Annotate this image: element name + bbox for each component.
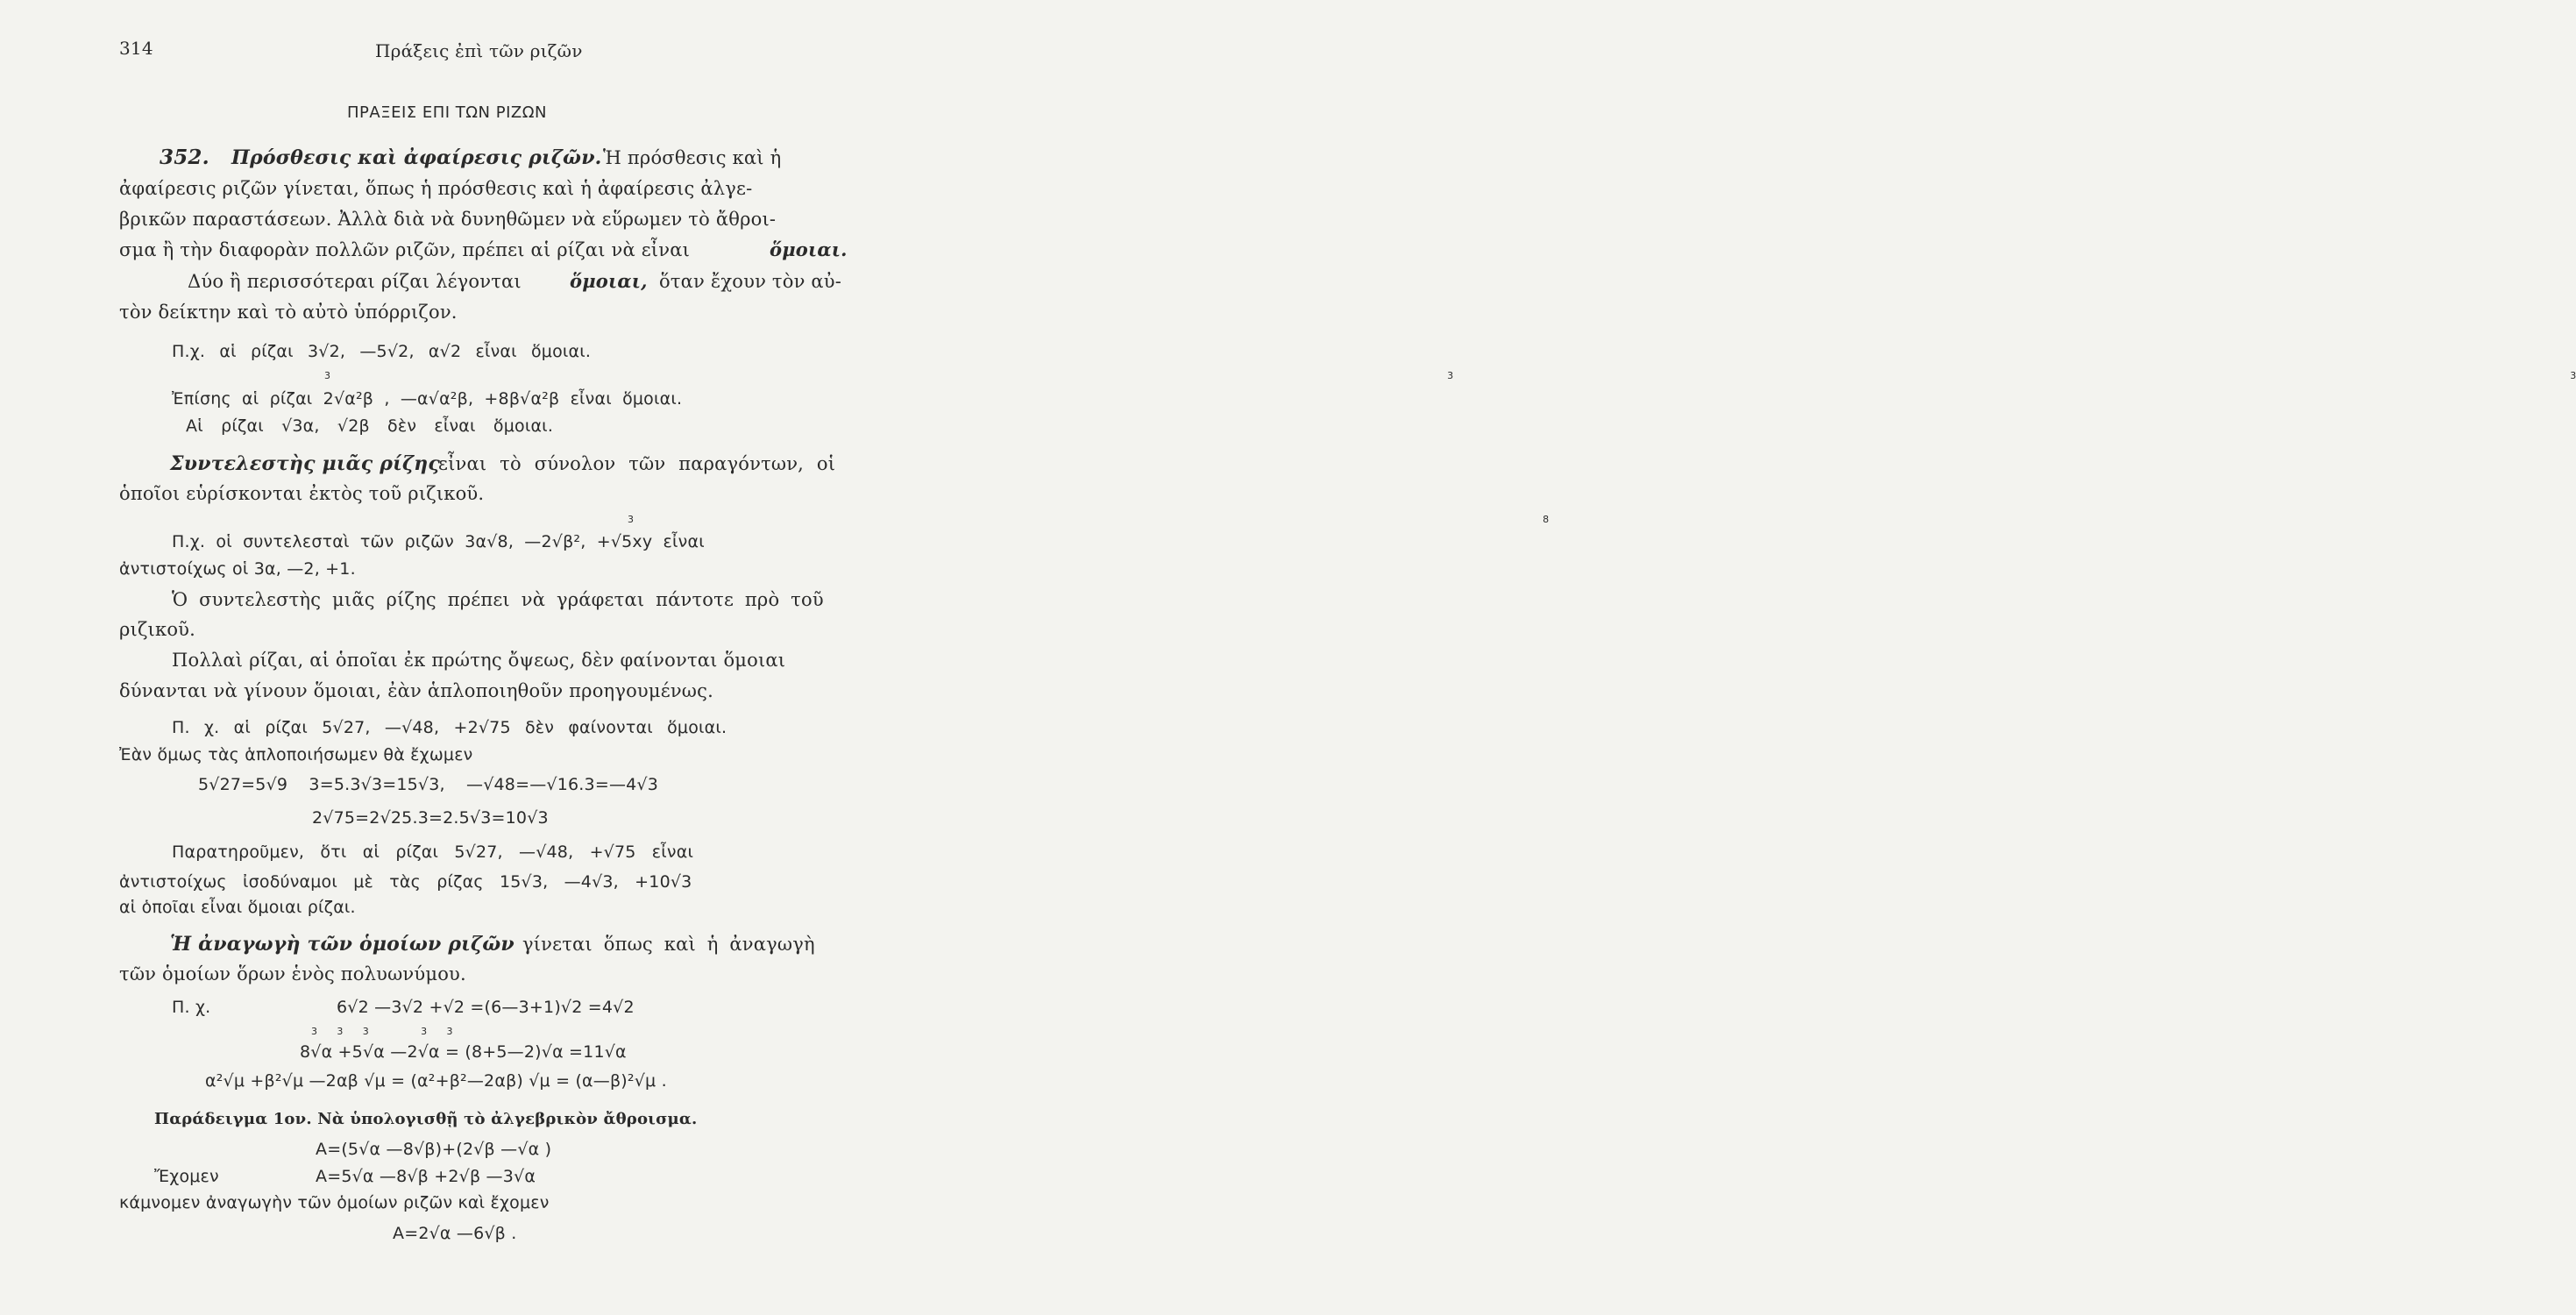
section-title: ΠΡΑΞΕΙΣ ΕΠΙ ΤΩΝ ΡΙΖΩΝ	[347, 103, 547, 122]
example-label: Ἔχομεν	[154, 1167, 219, 1186]
paragraph-line: αἱ ὁποῖαι εἶναι ὅμοιαι ρίζαι.	[119, 898, 356, 917]
page-number: 314	[119, 38, 153, 59]
paragraph-line: βρικῶν παραστάσεων. Ἀλλὰ διὰ νὰ δυνηθῶμεν νὰ εὕρωμεν τὸ ἄθροι-	[119, 209, 777, 230]
equation-line: A=2√α —6√β .	[393, 1224, 517, 1243]
paragraph-line: τὸν δείκτην καὶ τὸ αὐτὸ ὑπόρριζον.	[119, 302, 458, 323]
definition-term: Ἡ ἀναγωγὴ τῶν ὁμοίων ριζῶν	[170, 933, 514, 956]
radical-index-row: 3 8	[628, 514, 1550, 525]
equation-line: 6√2 —3√2 +√2 =(6—3+1)√2 =4√2	[337, 998, 635, 1017]
running-title: Πράξεις ἐπὶ τῶν ριζῶν	[375, 40, 583, 61]
section-heading: Πρόσθεσις καὶ ἀφαίρεσις ριζῶν.	[231, 146, 602, 169]
paragraph-line: γίνεται ὅπως καὶ ἡ ἀναγωγὴ	[522, 934, 815, 955]
paragraph-line: δύνανται νὰ γίνουν ὅμοιαι, ἐὰν ἁπλοποιηθοῦν προηγουμένως.	[119, 680, 713, 701]
example-line: ἀντιστοίχως οἱ 3α, —2, +1.	[119, 559, 356, 579]
equation-line: 8√α +5√α —2√α = (8+5—2)√α =11√α	[300, 1042, 627, 1062]
paragraph-line: τῶν ὁμοίων ὅρων ἑνὸς πολυωνύμου.	[119, 963, 466, 984]
paragraph-line: ἀφαίρεσις ριζῶν γίνεται, ὅπως ἡ πρόσθεσις καὶ ἡ ἀφαίρεσις ἀλγε-	[119, 178, 753, 199]
paragraph-line: εἶναι τὸ σύνολον τῶν παραγόντων, οἱ	[438, 453, 836, 474]
example-line: Αἱ ρίζαι √3α, √2β δὲν εἶναι ὅμοιαι.	[186, 416, 554, 436]
equation-line: α²√μ +β²√μ —2αβ √μ = (α²+β²—2αβ) √μ = (α—β)²√μ .	[205, 1071, 667, 1091]
radical-index-row: 3 3 3 3 3	[311, 1026, 453, 1037]
paragraph-line: ἀντιστοίχως ἰσοδύναμοι μὲ τὰς ρίζας 15√3, —4√3, +10√3	[119, 872, 692, 892]
equation-line: A=5√α —8√β +2√β —3√α	[316, 1167, 536, 1186]
equation-line: A=(5√α —8√β)+(2√β —√α )	[316, 1140, 552, 1159]
example-line: Π.χ. αἱ ρίζαι 3√2, —5√2, α√2 εἶναι ὅμοιαι.	[172, 342, 592, 361]
paragraph-line: Παρατηροῦμεν, ὅτι αἱ ρίζαι 5√27, —√48, +√75 εἶναι	[172, 842, 694, 862]
paragraph-line: ὁποῖοι εὑρίσκονται ἐκτὸς τοῦ ριζικοῦ.	[119, 483, 485, 504]
paragraph-line: Ὁ συντελεστὴς μιᾶς ρίζης πρέπει νὰ γράφεται πάντοτε πρὸ τοῦ	[172, 589, 824, 610]
emphasis-term: ὅμοιαι.	[770, 238, 848, 260]
paragraph-line: Δύο ἢ περισσότεραι ρίζαι λέγονται	[188, 271, 522, 292]
example-line: Ἐὰν ὅμως τὰς ἁπλοποιήσωμεν θὰ ἔχωμεν	[119, 745, 473, 764]
equation-line: 2√75=2√25.3=2.5√3=10√3	[312, 808, 549, 828]
emphasis-term: ὅμοιαι,	[570, 270, 648, 292]
paragraph-line: ριζικοῦ.	[119, 619, 196, 640]
example-line: Ἐπίσης αἱ ρίζαι 2√α²β , —α√α²β, +8β√α²β εἶναι ὅμοιαι.	[172, 389, 683, 409]
example-label: Π. χ.	[172, 998, 211, 1017]
paragraph-line: ὅταν ἔχουν τὸν αὐ-	[659, 271, 842, 292]
paragraph-line: Πολλαὶ ρίζαι, αἱ ὁποῖαι ἐκ πρώτης ὄψεως, δὲν φαίνονται ὅμοιαι	[172, 650, 786, 671]
paragraph-line: σμα ἢ τὴν διαφορὰν πολλῶν ριζῶν, πρέπει αἱ ρίζαι νὰ εἶναι	[119, 239, 691, 260]
section-number: 352.	[160, 146, 209, 169]
example-line: Π. χ. αἱ ρίζαι 5√27, —√48, +2√75 δὲν φαίνονται ὅμοιαι.	[172, 718, 727, 737]
definition-term: Συντελεστὴς μιᾶς ρίζης	[170, 452, 440, 475]
paragraph-line: Ἡ πρόσθεσις καὶ ἡ	[603, 147, 782, 168]
example-line: Π.χ. οἱ συντελεσταὶ τῶν ριζῶν 3α√8, —2√β², +√5xy εἶναι	[172, 532, 705, 551]
radical-index-row: 3 3 3	[324, 370, 2576, 381]
equation-line: 5√27=5√9 3=5.3√3=15√3, —√48=—√16.3=—4√3	[198, 775, 659, 794]
example-heading: Παράδειγμα 1ον. Νὰ ὑπολογισθῇ τὸ ἀλγεβρικὸν ἄθροισμα.	[154, 1110, 698, 1128]
paragraph-line: κάμνομεν ἀναγωγὴν τῶν ὁμοίων ριζῶν καὶ ἔχομεν	[119, 1193, 550, 1212]
